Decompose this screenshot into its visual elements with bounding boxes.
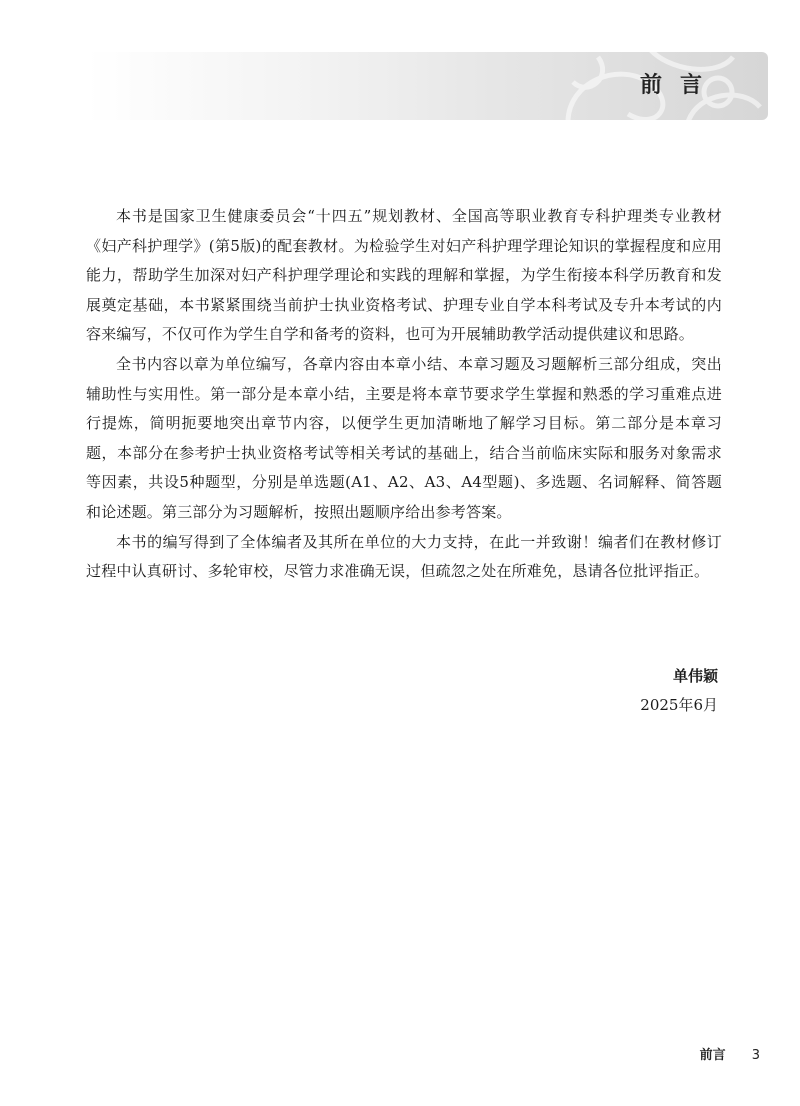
footer-section: 前言	[699, 1048, 726, 1063]
paragraph-3: 本书的编写得到了全体编者及其所在单位的大力支持，在此一并致谢！编者们在教材修订过程中认真研讨、多轮审校，尽管力求准确无误，但疏忽之处在所难免，恳请各位批评指正。	[86, 532, 722, 581]
author-name: 单伟颖	[672, 667, 718, 685]
page-footer	[700, 1044, 760, 1063]
paragraph-2: 全书内容以章为单位编写，各章内容由本章小结、本章习题及习题解析三部分组成，突出辅助性与实用性。第一部分是本章小结，主要是将本章节要求学生掌握和熟悉的学习重难点进行提炼，简明扼要地突出章节内容，以便学生更加清晰地了解学习目标。第二部分是本章习题，本部分在参考护士执业资格考试等相关考试的基础上，结合当前临床实际和服务对象需求等因素，共设5种题型，分别是单选题(A1、A2、A3、A4型题)、多选题、名词解释、简答题和论述题。第三部分为习题解析，按照出题顺序给出参考答案。	[86, 354, 722, 521]
page-number: 3	[751, 1048, 760, 1063]
page-title: 前言	[639, 73, 720, 98]
signature-date: 2025年6月	[640, 696, 718, 714]
header-band	[86, 52, 768, 120]
paragraph-1: 本书是国家卫生健康委员会“十四五”规划教材、全国高等职业教育专科护理类专业教材《妇产科护理学》(第5版)的配套教材。为检验学生对妇产科护理学理论知识的掌握程度和应用能力，帮助学生加深对妇产科护理学理论和实践的理解和掌握，为学生衔接本科学历教育和发展奠定基础，本书紧紧围绕当前护士执业资格考试、护理专业自学本科考试及专升本考试的内容来编写，不仅可作为学生自学和备考的资料，也可为开展辅助教学活动提供建议和思路。	[86, 207, 722, 344]
signature-block	[640, 662, 718, 720]
body-text	[86, 202, 722, 587]
